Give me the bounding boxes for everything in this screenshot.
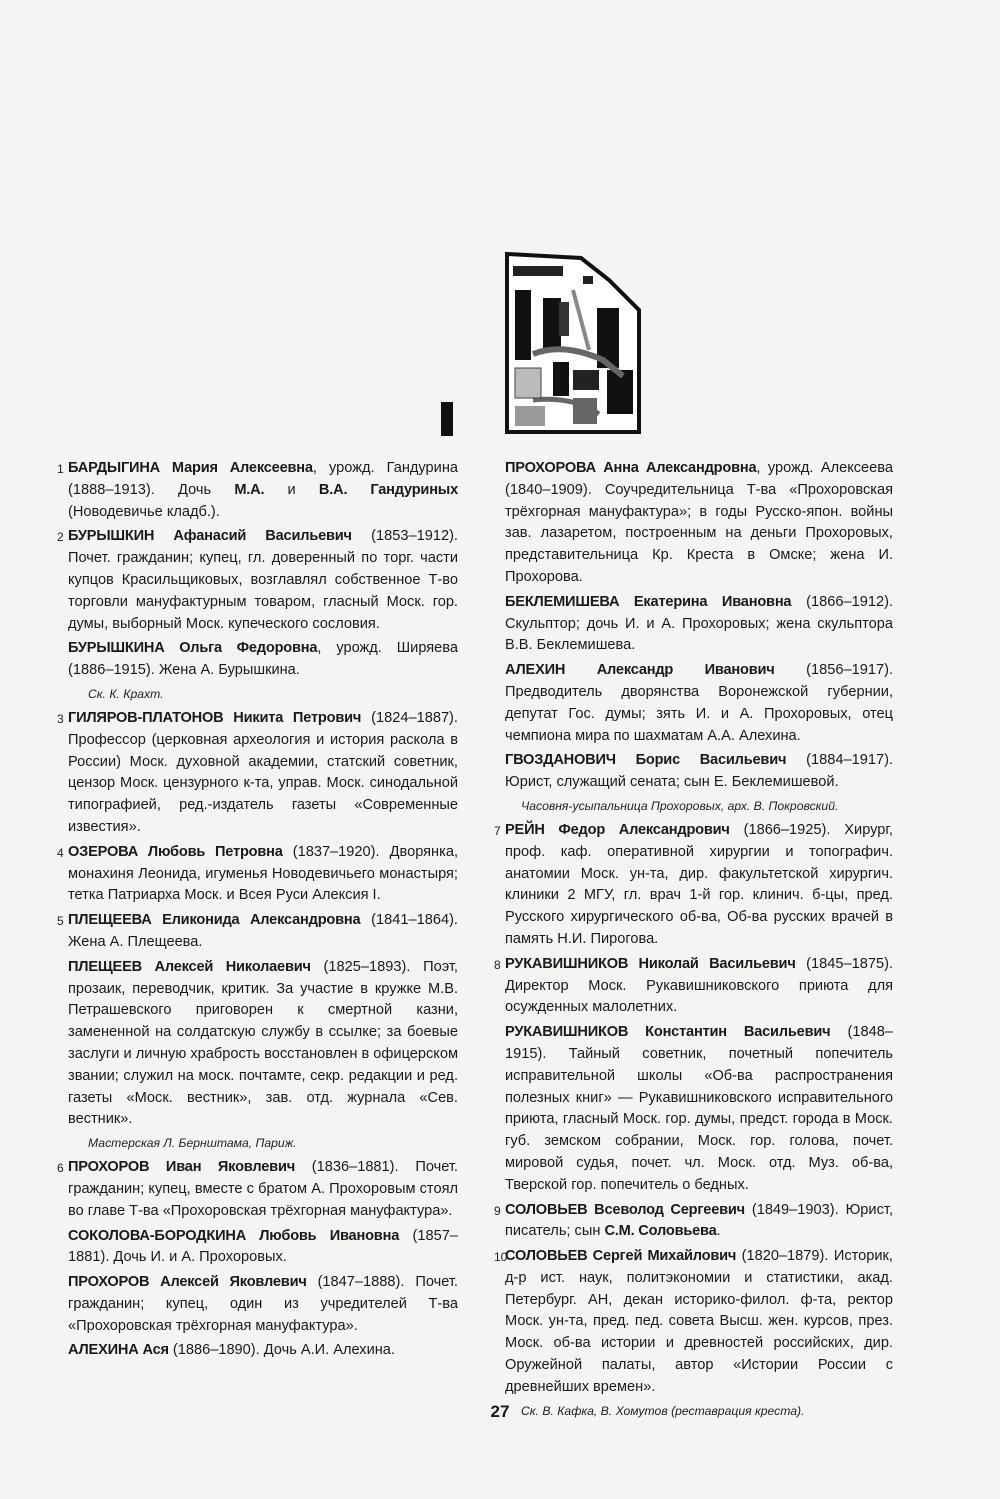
burial-entry <box>57 458 458 523</box>
entry-text: (1837–1920). Дворянка, монахиня Леонида, игуменья Новодевичьего монастыря; тетка Патриарха Моск. и Всея Руси Алексия I. <box>68 843 458 904</box>
person-name: М.А. <box>234 481 265 498</box>
burial-entry <box>505 660 893 747</box>
entry-text: , урожд. Ширяева (1886–1915). Жена А. Бурышкина. <box>68 640 458 679</box>
person-name: ГИЛЯРОВ-ПЛАТОНОВ Никита Петрович <box>68 709 362 726</box>
person-name: АЛЕХИНА Ася <box>68 1342 169 1359</box>
burial-entry <box>505 592 893 657</box>
person-name: ПРОХОРОВА Анна Александровна <box>505 460 757 476</box>
burial-number: 7 <box>494 823 501 838</box>
entry-text: (Новодевичье кладб.). <box>68 503 220 520</box>
entry-text: (1886–1890). Дочь А.И. Алехина. <box>168 1342 395 1359</box>
person-name: БУРЫШКИН Афанасий Васильевич <box>68 528 352 545</box>
entry-text: (1845–1875). Директор Моск. Рукавишниковского приюта для осужденных малолетних. <box>505 955 893 1016</box>
burial-entry <box>57 1157 458 1222</box>
burial-entry <box>57 842 458 907</box>
entry-text: , урожд. Алексеева (1840–1909). Соучредительница Т-ва «Прохоровская трёхгорная мануфактура»; в годы Русско-япон. войны зав. лазаретом, построенным на деньги Прохоровых, представительница Кр. Креста в Омске; жена И. Прохорова. <box>505 460 893 585</box>
burial-entry <box>505 1022 893 1196</box>
entry-text: (1884–1917). Юрист, служащий сената; сын Е. Беклемишевой. <box>505 752 893 791</box>
burial-entry <box>505 750 893 794</box>
person-name: В.А. Гандуриных <box>318 481 458 498</box>
entry-text: (1848–1915). Тайный советник, почетный попечитель исправительной школы «Об-ва распространения полезных книг» — Рукавишниковского исправительного приюта, гласный Моск. гор. думы, предст. города в Моск. губ. земском собрании, Моск. гор. голова, почет. мировой судья, почет. чл. Моск. отд. Муз. об-ва, Тверской гор. попечитель о бедных. <box>505 1024 893 1193</box>
burial-entry <box>68 1226 458 1270</box>
burial-number: 9 <box>494 1203 501 1218</box>
entry-text: (1849–1903). Юрист, писатель; сын <box>505 1201 893 1240</box>
entry-text: (1847–1888). Почет. гражданин; купец, один из учредителей Т-ва «Прохоровская трёхгорная мануфактура». <box>68 1274 458 1334</box>
monument-caption: Часовня-усыпальница Прохоровых, арх. В. Покровский. <box>521 798 839 813</box>
entry-text: (1820–1879). Историк, д-р ист. наук, политэкономии и статистики, акад. Петербург. АН, декан историко-филол. ф-та, ректор Моск. ун-та, пред. пед. совета Высш. жен. курсов, през. Моск. об-ва истории и древностей российских, дир. Оружейной палаты, автор «Истории России с древнейших времен». <box>505 1248 893 1395</box>
burial-entry <box>494 1246 893 1399</box>
entry-text: (1836–1881). Почет. гражданин; купец, вместе с братом А. Прохоровым стоял во главе Т-ва «Прохоровская трёхгорная мануфактура». <box>68 1159 458 1219</box>
person-name: БАРДЫГИНА Мария Алексеевна <box>68 460 313 476</box>
person-name: ПРОХОРОВ Иван Яковлевич <box>68 1159 295 1176</box>
person-name: ПРОХОРОВ Алексей Яковлевич <box>68 1274 307 1291</box>
person-name: РУКАВИШНИКОВ Константин Васильевич <box>505 1024 831 1041</box>
person-name: ОЗЕРОВА Любовь Петровна <box>68 843 283 860</box>
entry-text: и <box>264 481 319 498</box>
burial-entry <box>68 957 458 1131</box>
burial-entry <box>68 1340 458 1362</box>
burial-number: 6 <box>57 1161 64 1176</box>
entry-text: (1825–1893). Поэт, прозаик, переводчик, критик. За участие в кружке М.В. Петрашевского приговорен к смертной казни, замененной на солдатскую службу в ссылке; за боевые заслуги и личную храбрость восстановлен в офицерском звании; служил на моск. почтамте, секр. редакции и ред. газеты «Моск. вестник», зав. отд. журнала «Сев. вестник». <box>68 958 458 1128</box>
entry-text: (1853–1912). Почет. гражданин; купец, гл. доверенный по торг. части купцов Красильщиковых, возглавлял собственное Т-во торговли мануфактурным товаром, гласный Моск. гор. думы, выборный Моск. купеческого сословия. <box>68 528 458 632</box>
monument-caption: Ск. К. Крахт. <box>88 686 164 701</box>
section-numeral-bar <box>441 402 453 436</box>
burial-number: 3 <box>57 711 64 726</box>
person-name: СОЛОВЬЕВ Всеволод Сергеевич <box>505 1201 745 1218</box>
person-name: БЕКЛЕМИШЕВА Екатерина Ивановна <box>505 593 792 610</box>
entry-text: (1841–1864). Жена А. Плещеева. <box>68 912 458 950</box>
entry-text: (1866–1912). Скульптор; дочь И. и А. Прохоровых; жена скульптора В.В. Беклемишева. <box>505 593 893 654</box>
person-name: ГВОЗДАНОВИЧ Борис Васильевич <box>505 752 787 769</box>
burial-number: 5 <box>57 914 64 929</box>
burial-entry <box>57 526 458 635</box>
person-name: СОЛОВЬЕВ Сергей Михайлович <box>505 1248 737 1265</box>
person-name: С.М. Соловьева <box>604 1223 717 1240</box>
burial-number: 4 <box>57 845 64 860</box>
cemetery-section-map <box>503 250 643 436</box>
person-name: РУКАВИШНИКОВ Николай Васильевич <box>505 955 796 972</box>
page-number: 27 <box>490 1402 510 1421</box>
burial-number: 1 <box>57 462 64 476</box>
burial-number: 10 <box>494 1250 508 1265</box>
entry-text: (1856–1917). Предводитель дворянства Воронежской губернии, депутат Гос. думы; зять И. и А. Прохоровых, отец чемпиона мира по шахматам А.А. Алехина. <box>505 662 893 744</box>
entry-text: , урожд. Гандурина (1888–1913). Дочь <box>68 460 458 498</box>
burial-entry <box>494 1200 893 1244</box>
person-name: РЕЙН Федор Александрович <box>505 821 730 838</box>
left-column <box>57 458 458 1365</box>
entry-text: (1824–1887). Профессор (церковная археология и история раскола в России) Моск. духовной академии, статский советник, цензор Моск. цензурного к-та, управ. Моск. синодальной типографией, ред.-издатель газеты «Современные известия». <box>68 709 458 835</box>
burial-entry <box>505 458 893 589</box>
burial-entry <box>494 954 893 1019</box>
burial-entry <box>68 1272 458 1337</box>
person-name: СОКОЛОВА-БОРОДКИНА Любовь Ивановна <box>68 1227 400 1244</box>
person-name: ПЛЕЩЕЕВ Алексей Николаевич <box>68 958 311 975</box>
burial-entry <box>494 820 893 951</box>
person-name: ПЛЕЩЕЕВА Еликонида Александровна <box>68 912 361 929</box>
person-name: АЛЕХИН Александр Иванович <box>505 662 775 679</box>
entry-text: (1857–1881). Дочь И. и А. Прохоровых. <box>68 1227 458 1266</box>
monument-caption: Мастерская Л. Бернштама, Париж. <box>88 1136 297 1151</box>
entry-text: (1866–1925). Хирург, проф. каф. оперативной хирургии и топографич. анатомии Моск. ун-та, дир. факультетской хирургич. клиники 2 МГУ, гл. врач 1-й гор. клинич. б-цы, пред. Русского хирургического об-ва, Об-ва русских врачей в память Н.И. Пирогова. <box>505 821 893 947</box>
monument-caption: Ск. В. Кафка, В. Хомутов (реставрация креста). <box>521 1403 805 1418</box>
burial-entry <box>68 638 458 682</box>
burial-entry <box>57 910 458 954</box>
entry-text: . <box>716 1223 721 1240</box>
burial-number: 2 <box>57 530 64 545</box>
burial-entry <box>57 708 458 839</box>
burial-number: 8 <box>494 957 501 972</box>
person-name: БУРЫШКИНА Ольга Федоровна <box>68 640 318 657</box>
